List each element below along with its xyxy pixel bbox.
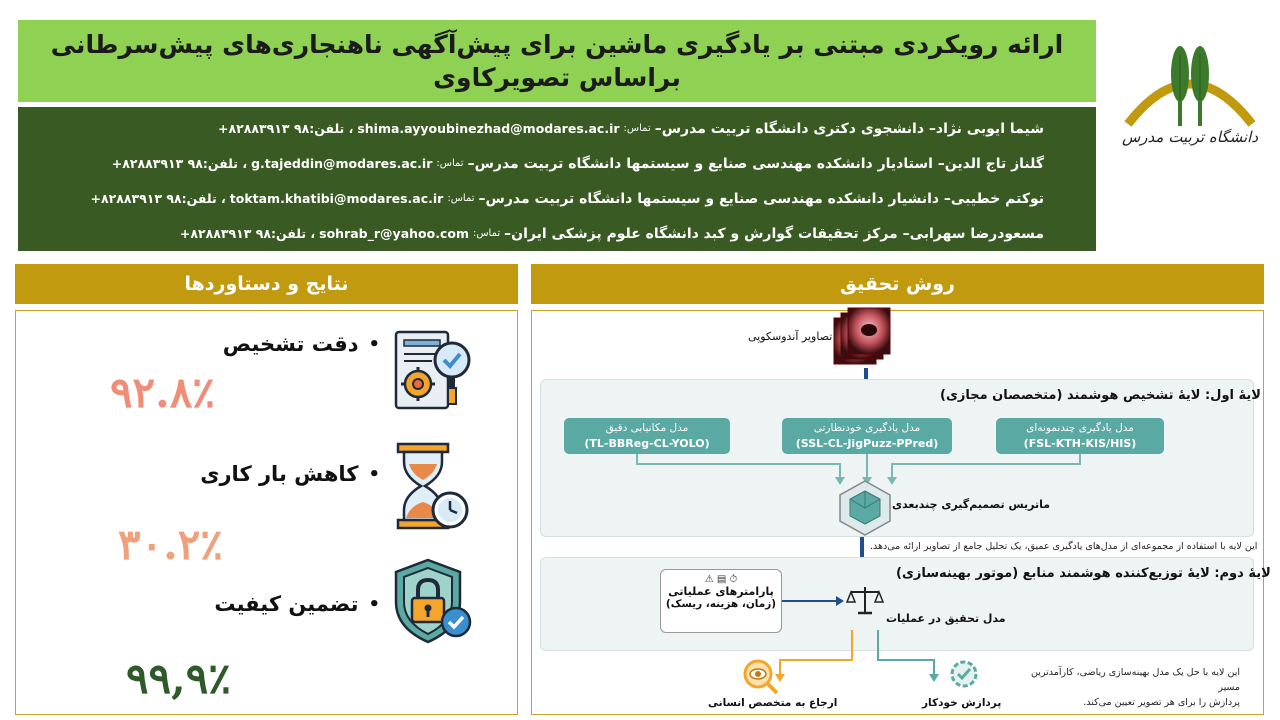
layer1-title: لایهٔ اول: لایهٔ تشخیص هوشمند (متخصصان مجازی) <box>940 388 1261 403</box>
contact-label: تماس: <box>436 158 464 169</box>
matrix-label: ماتریس تصمیم‌گیری چندبعدی <box>892 498 1051 511</box>
model-code: (SSL-CL-JigPuzz-PPred) <box>795 437 939 450</box>
contact-label: تماس: <box>472 228 501 239</box>
layer2-note <box>1016 665 1240 710</box>
result-value-quality: ۹۹,۹٪ <box>126 654 231 703</box>
endoscopy-label: تصاویر آندوسکوپی <box>748 330 833 343</box>
params-sub: (زمان، هزینه، ریسک) <box>665 598 777 610</box>
university-logo <box>1120 14 1260 164</box>
author-phone: ، تلفن:۹۸ ۸۲۸۸۳۹۱۳+ <box>179 226 316 241</box>
contact-label: تماس: <box>623 123 651 134</box>
author-line <box>32 146 1044 181</box>
result-label: دقت تشخیص <box>222 332 359 356</box>
author-line <box>32 181 1044 216</box>
author-name: شیما ایوبی نژاد– دانشجوی دکتری دانشگاه تربیت مدرس– <box>654 120 1044 137</box>
human-referral-label: ارجاع به متخصص انسانی <box>708 697 838 709</box>
flow-arrow-right <box>782 600 838 602</box>
contact-label: تماس: <box>447 193 475 204</box>
result-item-accuracy <box>210 332 380 356</box>
endoscopy-images-icon <box>832 306 894 368</box>
bullet-icon: • <box>368 333 380 355</box>
author-phone: ، تلفن:۹۸ ۸۲۸۸۳۹۱۳+ <box>111 156 248 171</box>
author-line <box>32 111 1044 146</box>
layer2-title: لایهٔ دوم: لایهٔ توزیع‌کننده هوشمند منابع (موتور بهینه‌سازی) <box>896 566 1271 581</box>
padlock-check-icon <box>390 556 480 646</box>
authors-box <box>18 107 1096 251</box>
author-line <box>32 216 1044 251</box>
params-title: پارامترهای عملیاتی <box>668 585 774 598</box>
auto-processing-label: پردازش خودکار <box>922 697 1002 709</box>
layer1-connectors <box>540 379 1254 537</box>
hourglass-clock-icon <box>392 440 472 532</box>
layer2-note-line: این لایه با حل یک مدل بهینه‌سازی ریاضی، کارآمدترین مسیر <box>1031 667 1240 693</box>
bullet-icon: • <box>368 463 380 485</box>
results-heading: نتایج و دستاوردها <box>15 264 518 304</box>
eye-magnifier-icon <box>740 656 780 696</box>
arrow-head <box>836 596 844 606</box>
balance-scale-icon <box>846 584 884 616</box>
result-value-accuracy: ۹۲.۸٪ <box>110 368 215 417</box>
result-item-workload <box>200 462 380 486</box>
or-model-label: مدل تحقیق در عملیات <box>886 612 1006 625</box>
author-email[interactable]: shima.ayyoubinezhad@modares.ac.ir <box>357 121 620 136</box>
author-email[interactable]: g.tajeddin@modares.ac.ir <box>251 156 433 171</box>
logo-text: دانشگاه تربیت مدرس <box>1122 128 1258 146</box>
poster-title-box <box>18 20 1096 102</box>
params-icons: ⏱ ▤ ⚠ <box>704 574 738 585</box>
matrix-cube-icon <box>840 481 890 535</box>
author-name: مسعودرضا سهرابی– مرکز تحقیقات گوارش و کبد دانشگاه علوم پزشکی ایران– <box>504 225 1044 242</box>
result-label: تضمین کیفیت <box>214 592 359 616</box>
model-name: مدل مکانیابی دقیق <box>605 422 689 434</box>
author-phone: ، تلفن:۹۸ ۸۲۸۸۳۹۱۳+ <box>218 121 354 136</box>
auto-gear-check-icon <box>946 656 982 692</box>
author-email[interactable]: toktam.khatibi@modares.ac.ir <box>229 191 444 206</box>
author-name: توکتم خطیبی– دانشیار دانشکده مهندسی صنایع و سیستمها دانشگاه تربیت مدرس– <box>478 190 1044 207</box>
model-name: مدل یادگیری خودنظارتی <box>813 422 921 434</box>
bullet-icon: • <box>368 593 380 615</box>
poster-title: ارائه رویکردی مبتنی بر یادگیری ماشین برای پیش‌آگهی ناهنجاری‌های پیش‌سرطانی براساس تصویرکاوی <box>50 30 1064 92</box>
author-name: گلناز تاج الدین– استادیار دانشکده مهندسی صنایع و سیستمها دانشگاه تربیت مدرس– <box>467 155 1044 172</box>
result-value-workload: ۳۰.۲٪ <box>118 520 223 569</box>
model-name: مدل یادگیری چندنمونه‌ای <box>1026 422 1134 434</box>
layer2-note-line: پردازش را برای هر تصویر تعیین می‌کند. <box>1083 697 1240 708</box>
author-phone: ، تلفن:۹۸ ۸۲۸۸۳۹۱۳+ <box>90 191 226 206</box>
author-email[interactable]: sohrab_r@yahoo.com <box>319 226 469 241</box>
model-code: (FSL-KTH-KIS/HIS) <box>1023 437 1137 450</box>
model-code: (TL-BBReg-CL-YOLO) <box>584 437 710 450</box>
result-item-quality <box>210 592 380 616</box>
layer1-note: این لایه با استفاده از مجموعه‌ای از مدل‌های یادگیری عمیق، یک تحلیل جامع از تصاویر ارائه می‌دهد. <box>870 541 1258 552</box>
document-gear-magnifier-icon <box>388 326 478 416</box>
method-heading: روش تحقیق <box>531 264 1264 304</box>
result-label: کاهش بار کاری <box>200 462 359 486</box>
